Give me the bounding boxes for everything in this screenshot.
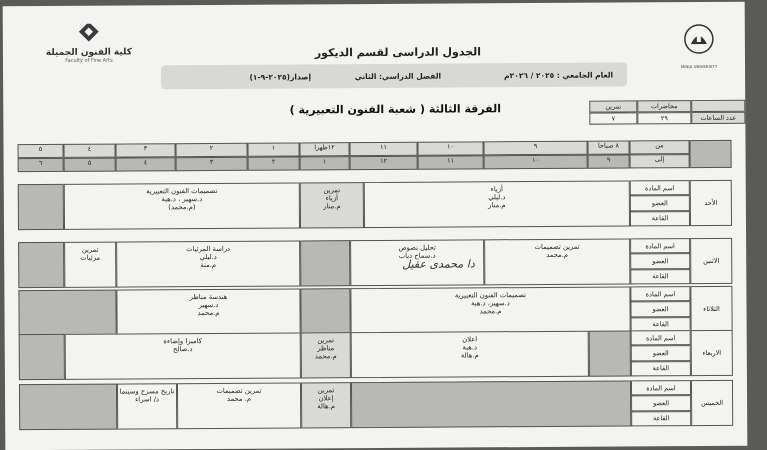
empty-slot — [19, 334, 65, 380]
course-line: تاريخ مسرح وسينما — [119, 387, 175, 396]
course-block — [177, 382, 301, 429]
period-start-8: ٣ — [115, 143, 175, 157]
course-line: تصميمات الفنون التعبيرية — [146, 186, 218, 196]
semester: الفصل الدراسي: الثاني — [354, 71, 442, 82]
day-3-name: الثلاثاء — [690, 286, 732, 332]
row-label-3: القاعة — [631, 411, 691, 427]
empty-slot — [19, 384, 117, 431]
course-line: اعلان — [462, 335, 478, 344]
period-start-4: ١١ — [349, 142, 417, 156]
row-label-1: اسم المادة — [630, 238, 690, 254]
course-line: هندسة مناظر — [189, 292, 228, 302]
course-block — [484, 238, 630, 285]
course-line: تمرين — [81, 245, 99, 254]
period-from-label: من — [629, 140, 689, 154]
header-corner — [689, 140, 731, 168]
row-label-3: القاعة — [630, 211, 690, 227]
row-label-2: العضو — [631, 395, 691, 411]
row-label-1: اسم المادة — [630, 286, 690, 302]
course-line: م.محمد — [197, 308, 220, 318]
course-block — [64, 242, 116, 288]
period-start-2: ٩ — [483, 141, 587, 156]
minia-university-logo-icon — [679, 22, 719, 60]
course-line: م.منار — [488, 201, 506, 210]
row-label-1: اسم المادة — [631, 330, 691, 346]
course-block — [351, 331, 589, 378]
course-line: تمرين تصميمات — [534, 242, 580, 252]
course-block — [116, 240, 300, 287]
period-end-5: ١ — [300, 156, 350, 170]
academic-year: العام الجامعي : ٢٠٢٥ / ٢٠٢٦م — [504, 70, 614, 81]
empty-slot — [300, 288, 350, 334]
course-line: م.هالة — [317, 402, 335, 411]
course-block — [117, 383, 177, 429]
class-subtitle: الفرقة الثالثة ( شعبة الفنون التعبيرية ) — [289, 102, 502, 117]
course-line: م.منار — [323, 202, 341, 211]
course-line: د.سهير ، د.هبة — [161, 195, 203, 204]
course-line: م.منة — [200, 260, 217, 270]
course-block — [364, 180, 630, 228]
practice-header: تمرين — [589, 100, 637, 112]
faculty-of-fine-arts-logo-icon — [76, 24, 102, 46]
period-start-6: ١ — [247, 142, 299, 156]
period-end-9: ٥ — [64, 158, 116, 172]
course-block — [301, 382, 351, 428]
period-end-3: ١١ — [418, 155, 484, 169]
course-line: د.ليلي — [488, 193, 506, 202]
empty-slot — [589, 330, 631, 376]
period-start-10: ٥ — [17, 144, 63, 158]
period-end-6: ٢ — [248, 156, 300, 170]
practice-hours-value: ٧ — [589, 112, 637, 124]
handwritten-note: دا محمدى عقيل — [402, 257, 475, 271]
period-end-2: ١٠ — [484, 155, 588, 170]
stats-corner — [691, 100, 745, 112]
period-start-7: ٢ — [175, 143, 247, 157]
empty-slot — [351, 380, 631, 428]
course-line: إعلان — [318, 394, 334, 403]
course-line: م. محمد — [226, 394, 252, 403]
course-line: دراسة المرئيات — [186, 244, 231, 254]
lecture-hours-value: ٢٩ — [637, 112, 691, 124]
course-block — [116, 288, 300, 335]
course-block — [64, 182, 300, 229]
period-end-4: ١٢ — [350, 156, 418, 170]
faculty-logo-arabic: كلية الفنون الجميلة — [45, 47, 132, 59]
course-block — [300, 182, 364, 228]
period-end-7: ٣ — [176, 157, 248, 171]
period-end-10: ٦ — [18, 158, 64, 172]
period-start-1: ٨ صباحا — [587, 140, 629, 154]
course-line: د.سهير، د.هبة — [471, 299, 510, 308]
empty-slot — [18, 184, 64, 230]
course-line: مناظر — [317, 344, 335, 353]
course-line: (م.محمد) — [168, 203, 196, 212]
course-line: أزياء — [325, 194, 339, 203]
course-line: م.محمد — [314, 352, 337, 361]
course-line: تمرين — [323, 186, 341, 195]
issue-date: إصدار(٢٠٢٥-٩-١) — [249, 72, 312, 82]
course-line: د.ليلي — [199, 252, 217, 262]
course-line: تمرين — [317, 386, 335, 395]
row-label-3: القاعة — [631, 361, 691, 377]
empty-slot — [300, 240, 350, 286]
course-line: أزياء — [490, 185, 503, 194]
day-1-name: الأحد — [690, 180, 732, 226]
course-line: م.محمد — [546, 250, 569, 259]
day-4-name: الاربعاء — [691, 330, 733, 376]
period-start-3: ١٠ — [417, 141, 483, 155]
course-line: تمرين — [317, 336, 335, 345]
course-line: كاميرا وإضاءة — [163, 337, 203, 346]
course-line: مرئيات — [80, 253, 101, 262]
lectures-header: محاضرات — [637, 100, 691, 112]
course-line: د/ اسراء — [135, 395, 160, 404]
row-label-2: العضو — [630, 195, 690, 211]
page-title: الجدول الدراسى لقسم الديكور — [314, 45, 482, 60]
course-line: د.هبة — [462, 343, 478, 352]
course-block — [350, 286, 630, 334]
empty-slot — [18, 242, 64, 288]
day-2-name: الاثنين — [690, 238, 732, 284]
row-label-1: اسم المادة — [631, 380, 691, 396]
course-line: م.هالة — [460, 351, 479, 360]
course-line: د.سهير — [198, 300, 219, 310]
row-label-3: القاعة — [630, 269, 690, 285]
period-start-9: ٤ — [63, 144, 115, 158]
row-label-1: اسم المادة — [630, 180, 690, 196]
period-end-8: ٤ — [116, 157, 176, 171]
row-label-2: العضو — [630, 253, 690, 269]
row-label-2: العضو — [630, 301, 690, 317]
hours-table — [589, 100, 745, 137]
university-logo-text: MINIA UNIVERSITY — [680, 63, 718, 70]
university-logo — [673, 22, 725, 72]
course-line: د.سماح دياب — [398, 251, 436, 260]
row-label-2: العضو — [631, 345, 691, 361]
course-block — [301, 332, 351, 378]
course-block — [65, 332, 301, 379]
info-bar — [161, 62, 627, 89]
course-line: تحليل نصوص — [398, 243, 436, 252]
empty-slot — [18, 290, 116, 337]
faculty-logo-english: Faculty of Fine Arts — [65, 57, 113, 64]
course-line: تصميمات الفنون التعبيرية — [454, 291, 527, 300]
period-start-5: ١٢ظهرا — [299, 142, 349, 156]
course-line: م.محمد — [479, 307, 502, 316]
course-line: د.صالح — [172, 345, 193, 354]
timetable-grid — [17, 140, 733, 450]
course-line: تمرين تصميمات — [216, 386, 262, 395]
period-to-label: إلى — [630, 154, 690, 168]
day-5-name: الخميس — [691, 380, 733, 426]
period-end-1: ٩ — [588, 154, 630, 168]
schedule-sheet — [3, 2, 748, 450]
faculty-logo — [43, 23, 135, 80]
hours-label: عدد الساعات — [691, 112, 745, 124]
row-label-3: القاعة — [631, 317, 691, 333]
